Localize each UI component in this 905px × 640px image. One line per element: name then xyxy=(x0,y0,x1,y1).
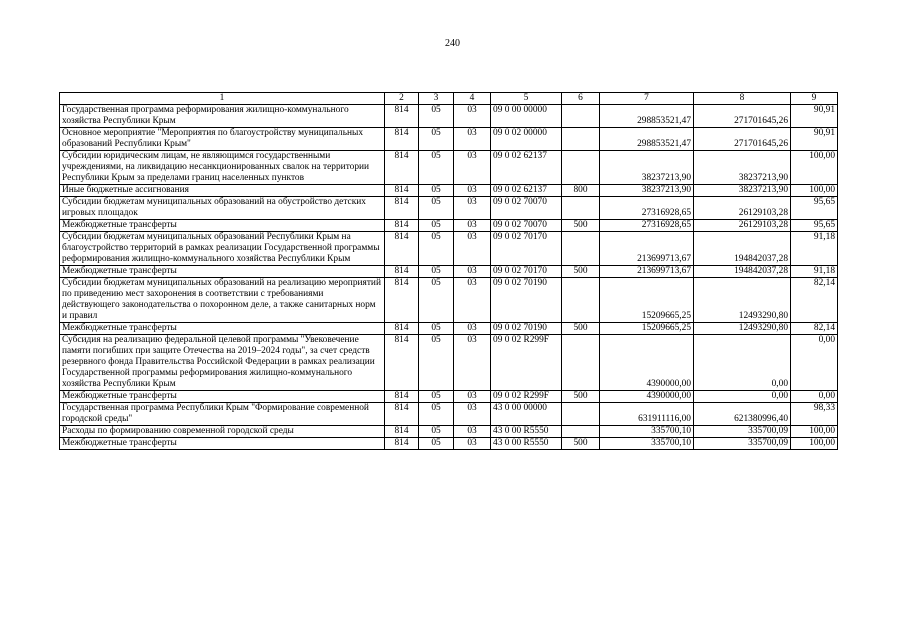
planned-amount-cell: 27316928,65 xyxy=(600,220,694,232)
grbs-code-cell: 814 xyxy=(385,220,419,232)
table-body xyxy=(60,93,838,450)
table-row xyxy=(60,151,838,185)
section-code-cell: 05 xyxy=(419,391,454,403)
subsection-code-cell: 03 xyxy=(454,185,491,197)
table-row xyxy=(60,185,838,197)
section-code-cell: 05 xyxy=(419,323,454,335)
planned-amount-cell: 213699713,67 xyxy=(600,266,694,278)
table-row xyxy=(60,266,838,278)
grbs-code-cell: 814 xyxy=(385,391,419,403)
executed-amount-cell: 26129103,28 xyxy=(694,197,791,220)
target-article-cell: 09 0 02 R299F xyxy=(491,391,562,403)
expense-name-cell: Иные бюджетные ассигнования xyxy=(60,185,385,197)
planned-amount-cell: 15209665,25 xyxy=(600,323,694,335)
executed-amount-cell: 12493290,80 xyxy=(694,323,791,335)
expense-name-cell: Межбюджетные трансферты xyxy=(60,438,385,450)
expense-name-cell: Государственная программа реформирования жилищно-коммунального хозяйства Республики Крым xyxy=(60,105,385,128)
expense-name-cell: Межбюджетные трансферты xyxy=(60,391,385,403)
expense-type-cell: 500 xyxy=(562,266,600,278)
column-number: 9 xyxy=(791,93,838,105)
executed-amount-cell: 26129103,28 xyxy=(694,220,791,232)
execution-percent-cell: 82,14 xyxy=(791,323,838,335)
grbs-code-cell: 814 xyxy=(385,426,419,438)
table-row xyxy=(60,220,838,232)
expense-type-cell: 800 xyxy=(562,185,600,197)
planned-amount-cell: 213699713,67 xyxy=(600,232,694,266)
subsection-code-cell: 03 xyxy=(454,232,491,266)
column-number: 2 xyxy=(385,93,419,105)
target-article-cell: 43 0 00 R5550 xyxy=(491,426,562,438)
expense-type-cell xyxy=(562,105,600,128)
executed-amount-cell: 621380996,40 xyxy=(694,403,791,426)
section-code-cell: 05 xyxy=(419,151,454,185)
section-code-cell: 05 xyxy=(419,266,454,278)
grbs-code-cell: 814 xyxy=(385,185,419,197)
expense-name-cell: Субсидия на реализацию федеральной целевой программы "Увековечение памяти погибших при защите Отечества на 2019–2024 годы", за счет средств резервного фонда Правительства Российской Федерации в рамках реализации Государственной программы реформирования жилищно-коммунального хозяйства Республики Крым xyxy=(60,335,385,391)
planned-amount-cell: 298853521,47 xyxy=(600,105,694,128)
column-number: 3 xyxy=(419,93,454,105)
column-number: 8 xyxy=(694,93,791,105)
expense-name-cell: Межбюджетные трансферты xyxy=(60,266,385,278)
section-code-cell: 05 xyxy=(419,278,454,323)
target-article-cell: 09 0 02 62137 xyxy=(491,151,562,185)
execution-percent-cell: 91,18 xyxy=(791,232,838,266)
expense-type-cell: 500 xyxy=(562,323,600,335)
subsection-code-cell: 03 xyxy=(454,403,491,426)
column-number: 7 xyxy=(600,93,694,105)
expense-name-cell: Субсидии бюджетам муниципальных образований на реализацию мероприятий по приведению мест захоронения в соответствии с требованиями действующего законодательства о похоронном деле, а также санитарных норм и правил xyxy=(60,278,385,323)
execution-percent-cell: 90,91 xyxy=(791,105,838,128)
execution-percent-cell: 100,00 xyxy=(791,426,838,438)
section-code-cell: 05 xyxy=(419,335,454,391)
section-code-cell: 05 xyxy=(419,426,454,438)
subsection-code-cell: 03 xyxy=(454,391,491,403)
executed-amount-cell: 38237213,90 xyxy=(694,151,791,185)
executed-amount-cell: 271701645,26 xyxy=(694,128,791,151)
expense-type-cell xyxy=(562,151,600,185)
expense-type-cell xyxy=(562,426,600,438)
column-number-row xyxy=(60,93,838,105)
expense-name-cell: Расходы по формированию современной городской среды xyxy=(60,426,385,438)
subsection-code-cell: 03 xyxy=(454,266,491,278)
section-code-cell: 05 xyxy=(419,197,454,220)
table-row xyxy=(60,391,838,403)
section-code-cell: 05 xyxy=(419,438,454,450)
section-code-cell: 05 xyxy=(419,128,454,151)
planned-amount-cell: 38237213,90 xyxy=(600,151,694,185)
executed-amount-cell: 335700,09 xyxy=(694,438,791,450)
expense-type-cell xyxy=(562,403,600,426)
table-row xyxy=(60,438,838,450)
page-number: 240 xyxy=(445,38,460,49)
expense-type-cell: 500 xyxy=(562,220,600,232)
grbs-code-cell: 814 xyxy=(385,105,419,128)
target-article-cell: 09 0 02 70190 xyxy=(491,323,562,335)
table-row xyxy=(60,128,838,151)
table-row xyxy=(60,278,838,323)
section-code-cell: 05 xyxy=(419,185,454,197)
section-code-cell: 05 xyxy=(419,220,454,232)
planned-amount-cell: 631911116,00 xyxy=(600,403,694,426)
expense-type-cell: 500 xyxy=(562,391,600,403)
column-number: 6 xyxy=(562,93,600,105)
execution-percent-cell: 0,00 xyxy=(791,335,838,391)
planned-amount-cell: 38237213,90 xyxy=(600,185,694,197)
expense-name-cell: Межбюджетные трансферты xyxy=(60,323,385,335)
target-article-cell: 09 0 02 70070 xyxy=(491,197,562,220)
executed-amount-cell: 271701645,26 xyxy=(694,105,791,128)
table-row xyxy=(60,105,838,128)
grbs-code-cell: 814 xyxy=(385,128,419,151)
expense-type-cell xyxy=(562,232,600,266)
target-article-cell: 09 0 02 70170 xyxy=(491,232,562,266)
executed-amount-cell: 194842037,28 xyxy=(694,232,791,266)
target-article-cell: 09 0 02 00000 xyxy=(491,128,562,151)
section-code-cell: 05 xyxy=(419,105,454,128)
subsection-code-cell: 03 xyxy=(454,438,491,450)
planned-amount-cell: 4390000,00 xyxy=(600,391,694,403)
subsection-code-cell: 03 xyxy=(454,151,491,185)
execution-percent-cell: 100,00 xyxy=(791,438,838,450)
expense-name-cell: Субсидии бюджетам муниципальных образований Республики Крым на благоустройство территорий в рамках реализации Государственной программы реформирования жилищно-коммунального хозяйства Республики Крым xyxy=(60,232,385,266)
table-row xyxy=(60,197,838,220)
section-code-cell: 05 xyxy=(419,403,454,426)
subsection-code-cell: 03 xyxy=(454,105,491,128)
subsection-code-cell: 03 xyxy=(454,335,491,391)
subsection-code-cell: 03 xyxy=(454,220,491,232)
expense-name-cell: Субсидии бюджетам муниципальных образований на обустройство детских игровых площадок xyxy=(60,197,385,220)
target-article-cell: 09 0 02 70070 xyxy=(491,220,562,232)
execution-percent-cell: 100,00 xyxy=(791,151,838,185)
execution-percent-cell: 100,00 xyxy=(791,185,838,197)
subsection-code-cell: 03 xyxy=(454,323,491,335)
execution-percent-cell: 95,65 xyxy=(791,220,838,232)
executed-amount-cell: 38237213,90 xyxy=(694,185,791,197)
execution-percent-cell: 98,33 xyxy=(791,403,838,426)
planned-amount-cell: 335700,10 xyxy=(600,426,694,438)
grbs-code-cell: 814 xyxy=(385,232,419,266)
table-row xyxy=(60,403,838,426)
planned-amount-cell: 4390000,00 xyxy=(600,335,694,391)
table-row xyxy=(60,323,838,335)
executed-amount-cell: 12493290,80 xyxy=(694,278,791,323)
planned-amount-cell: 27316928,65 xyxy=(600,197,694,220)
expense-name-cell: Основное мероприятие "Мероприятия по благоустройству муниципальных образований Республики Крым" xyxy=(60,128,385,151)
table-row xyxy=(60,232,838,266)
planned-amount-cell: 335700,10 xyxy=(600,438,694,450)
executed-amount-cell: 0,00 xyxy=(694,391,791,403)
execution-percent-cell: 82,14 xyxy=(791,278,838,323)
target-article-cell: 09 0 02 70190 xyxy=(491,278,562,323)
target-article-cell: 09 0 02 70170 xyxy=(491,266,562,278)
expense-type-cell xyxy=(562,128,600,151)
column-number: 5 xyxy=(491,93,562,105)
grbs-code-cell: 814 xyxy=(385,403,419,426)
executed-amount-cell: 335700,09 xyxy=(694,426,791,438)
planned-amount-cell: 298853521,47 xyxy=(600,128,694,151)
expense-name-cell: Межбюджетные трансферты xyxy=(60,220,385,232)
subsection-code-cell: 03 xyxy=(454,278,491,323)
target-article-cell: 43 0 00 R5550 xyxy=(491,438,562,450)
target-article-cell: 09 0 02 62137 xyxy=(491,185,562,197)
expense-name-cell: Государственная программа Республики Крым "Формирование современной городской среды" xyxy=(60,403,385,426)
grbs-code-cell: 814 xyxy=(385,266,419,278)
column-number: 4 xyxy=(454,93,491,105)
grbs-code-cell: 814 xyxy=(385,151,419,185)
section-code-cell: 05 xyxy=(419,232,454,266)
table-row xyxy=(60,335,838,391)
column-number: 1 xyxy=(60,93,385,105)
expense-name-cell: Субсидии юридическим лицам, не являющимся государственными учреждениями, на ликвидацию несанкционированных свалок на территории Республики Крым за пределами границ населенных пунктов xyxy=(60,151,385,185)
grbs-code-cell: 814 xyxy=(385,335,419,391)
grbs-code-cell: 814 xyxy=(385,197,419,220)
subsection-code-cell: 03 xyxy=(454,197,491,220)
execution-percent-cell: 0,00 xyxy=(791,391,838,403)
execution-percent-cell: 95,65 xyxy=(791,197,838,220)
grbs-code-cell: 814 xyxy=(385,323,419,335)
execution-percent-cell: 91,18 xyxy=(791,266,838,278)
subsection-code-cell: 03 xyxy=(454,426,491,438)
planned-amount-cell: 15209665,25 xyxy=(600,278,694,323)
table-row xyxy=(60,426,838,438)
expense-type-cell xyxy=(562,278,600,323)
expense-type-cell xyxy=(562,335,600,391)
subsection-code-cell: 03 xyxy=(454,128,491,151)
executed-amount-cell: 194842037,28 xyxy=(694,266,791,278)
expense-type-cell xyxy=(562,197,600,220)
target-article-cell: 09 0 00 00000 xyxy=(491,105,562,128)
execution-percent-cell: 90,91 xyxy=(791,128,838,151)
target-article-cell: 43 0 00 00000 xyxy=(491,403,562,426)
expense-type-cell: 500 xyxy=(562,438,600,450)
grbs-code-cell: 814 xyxy=(385,438,419,450)
target-article-cell: 09 0 02 R299F xyxy=(491,335,562,391)
executed-amount-cell: 0,00 xyxy=(694,335,791,391)
budget-table xyxy=(59,92,838,450)
grbs-code-cell: 814 xyxy=(385,278,419,323)
